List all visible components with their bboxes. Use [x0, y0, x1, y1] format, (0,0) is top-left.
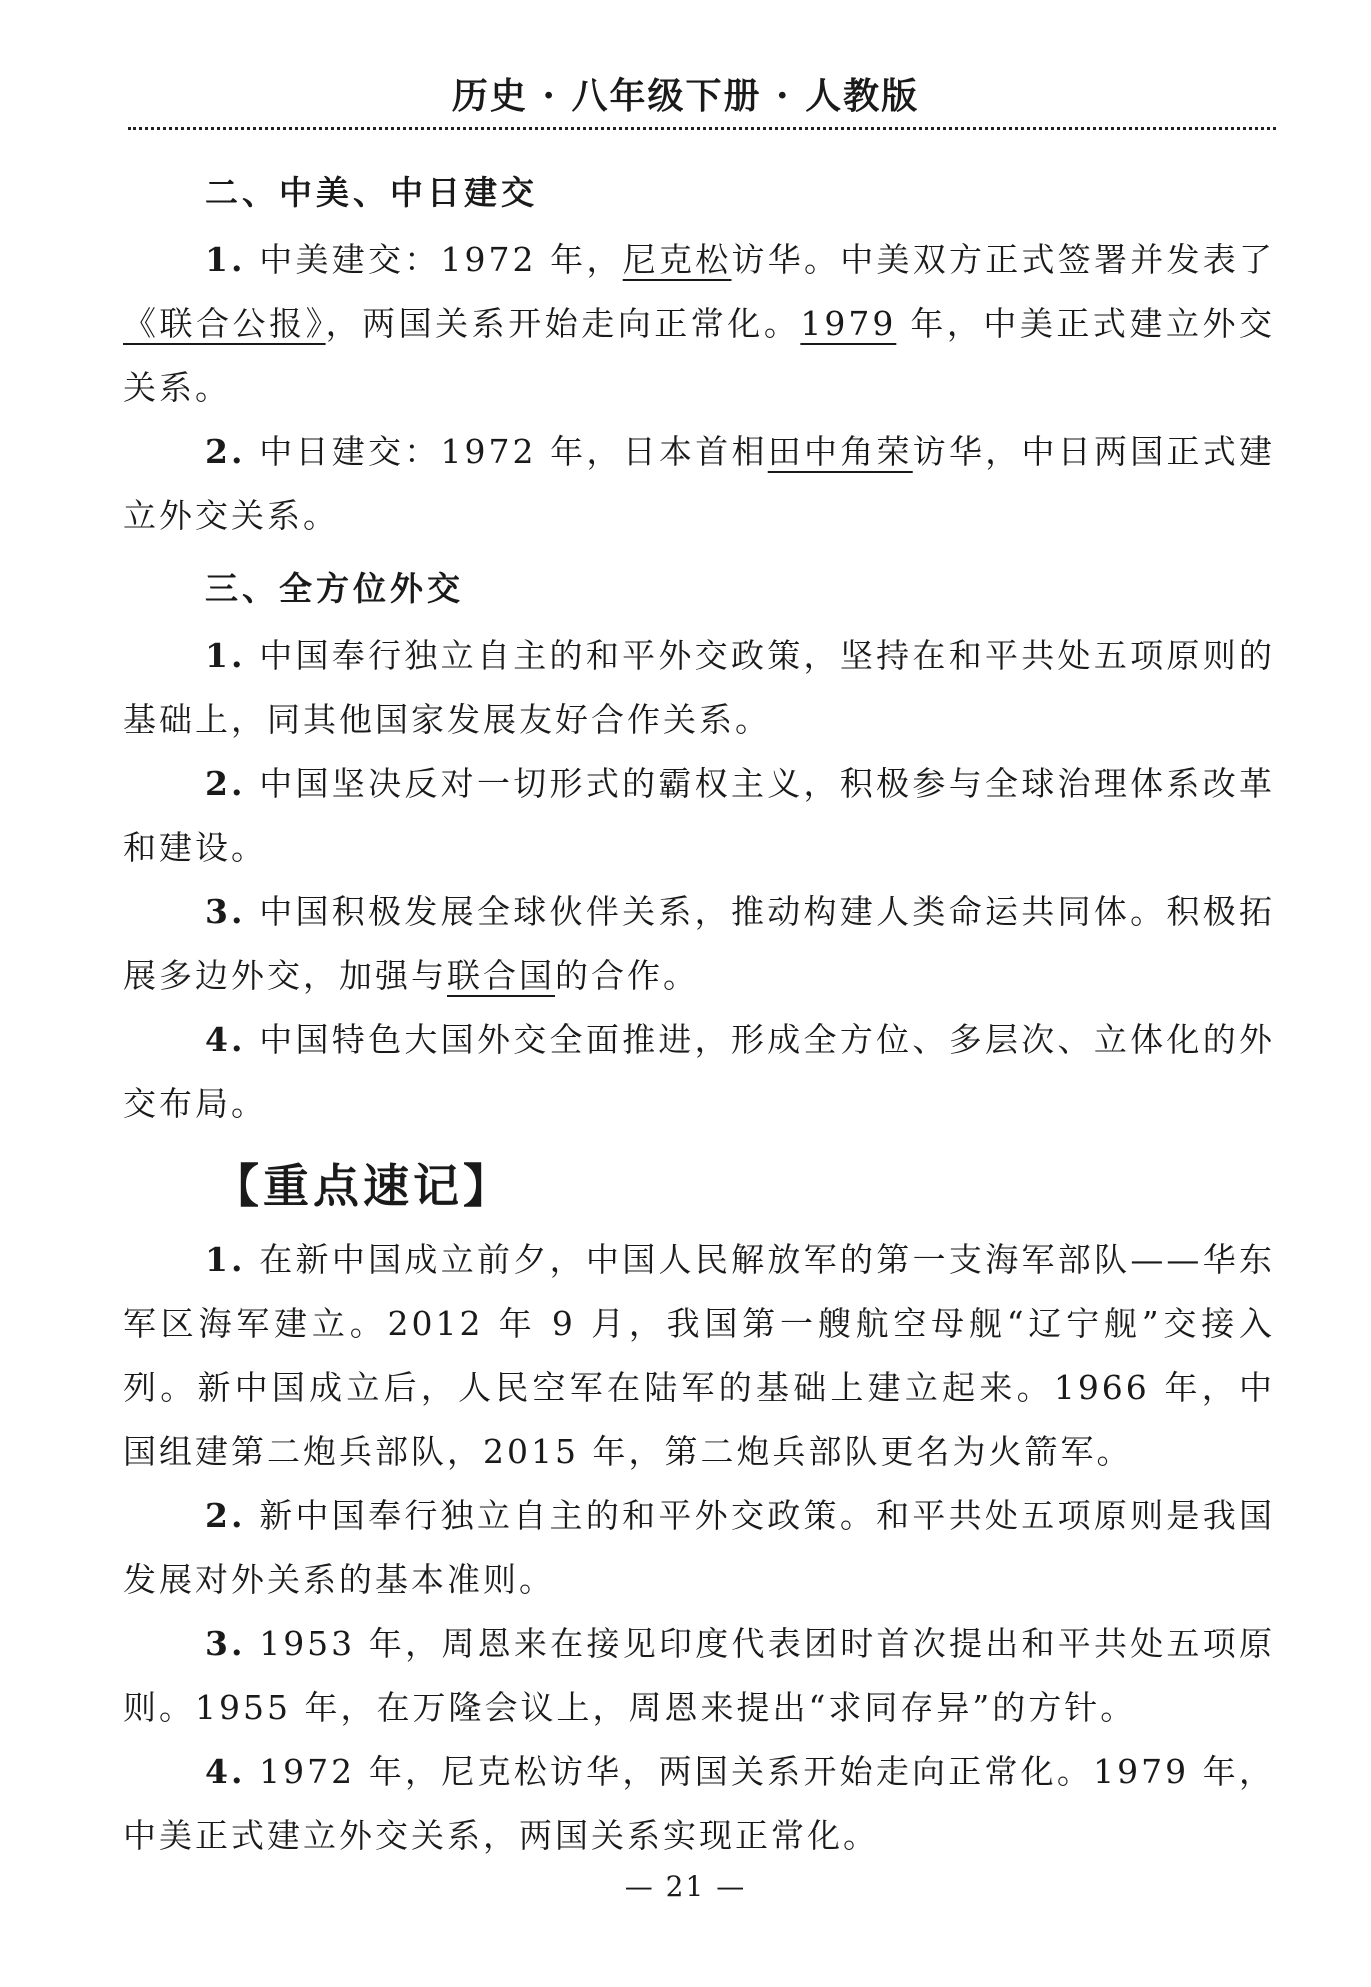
text-fragment: 中国奉行独立自主的和平外交政策，坚持在和平共处五项原则的基础上，同其他国家发展友好合作关系。 — [123, 636, 1275, 739]
underlined-term-tanaka: 田中角荣 — [767, 432, 913, 471]
text-fragment: 的合作。 — [555, 956, 699, 995]
page-number: — 21 — — [624, 1870, 747, 1903]
item-number: 3. — [205, 1624, 246, 1663]
underlined-term-joint-communique: 《联合公报》 — [123, 304, 326, 343]
text-fragment: 中国坚决反对一切形式的霸权主义，积极参与全球治理体系改革和建设。 — [123, 764, 1275, 867]
running-header: 历史 · 八年级下册 · 人教版 — [451, 75, 920, 117]
text-fragment: 中国积极发展全球伙伴关系，推动构建人类命运共同体。积极拓展多边外交，加强与 — [123, 892, 1275, 995]
paragraph-sino-japan-relations — [123, 420, 1275, 548]
item-number: 4. — [205, 1752, 246, 1791]
paragraph-diplomacy-2 — [123, 752, 1275, 880]
paragraph-diplomacy-1 — [123, 624, 1275, 752]
text-fragment: 访华，中日两国正式建立外交关系。 — [123, 432, 1276, 535]
key-point-item — [123, 1228, 1275, 1484]
key-point-item — [123, 1612, 1275, 1740]
item-number: 1. — [205, 240, 246, 279]
text-fragment: 中美建交：1972 年， — [245, 240, 623, 279]
text-fragment: 访华。中美双方正式签署并发表了 — [731, 240, 1276, 279]
text-fragment: 新中国奉行独立自主的和平外交政策。和平共处五项原则是我国发展对外关系的基本准则。 — [123, 1496, 1275, 1599]
item-number: 2. — [205, 432, 246, 471]
text-fragment: 年，中美正式建立外交关系。 — [123, 304, 1275, 407]
underlined-term-nixon: 尼克松 — [622, 240, 732, 279]
paragraph-diplomacy-3 — [123, 880, 1275, 1008]
text-fragment: 1953 年，周恩来在接见印度代表团时首次提出和平共处五项原则。1955 年，在万隆会议上，周恩来提出“求同存异”的方针。 — [123, 1624, 1275, 1727]
key-point-item — [123, 1740, 1275, 1868]
key-points-title: 【重点速记】 — [213, 1159, 513, 1213]
item-number: 3. — [205, 892, 246, 931]
item-number: 4. — [205, 1020, 246, 1059]
item-number: 2. — [205, 764, 246, 803]
underlined-term-1979: 1979 — [800, 304, 897, 343]
paragraph-sino-us-relations — [123, 228, 1275, 420]
page-content — [123, 152, 1275, 1868]
text-fragment: 中日建交：1972 年，日本首相 — [245, 432, 768, 471]
item-number: 1. — [205, 636, 246, 675]
item-number: 1. — [205, 1240, 246, 1279]
text-fragment: 中国特色大国外交全面推进，形成全方位、多层次、立体化的外交布局。 — [123, 1020, 1275, 1123]
text-fragment: ，两国关系开始走向正常化。 — [325, 304, 801, 343]
section-heading-all-round-diplomacy: 三、全方位外交 — [205, 569, 464, 608]
text-fragment: 在新中国成立前夕，中国人民解放军的第一支海军部队——华东军区海军建立。2012 年 9 月，我国第一艘航空母舰“辽宁舰”交接入列。新中国成立后，人民空军在陆军的基础上建立起来。1966 年，中国组建第二炮兵部队，2015 年，第二炮兵部队更名为火箭军。 — [123, 1240, 1275, 1471]
header-dotted-rule — [128, 127, 1276, 130]
section-heading-us-japan-relations: 二、中美、中日建交 — [205, 173, 538, 212]
item-number: 2. — [205, 1496, 246, 1535]
text-fragment: 1972 年，尼克松访华，两国关系开始走向正常化。1979 年，中美正式建立外交关系，两国关系实现正常化。 — [123, 1752, 1275, 1855]
underlined-term-united-nations: 联合国 — [447, 956, 555, 995]
paragraph-diplomacy-4 — [123, 1008, 1275, 1136]
key-point-item — [123, 1484, 1275, 1612]
